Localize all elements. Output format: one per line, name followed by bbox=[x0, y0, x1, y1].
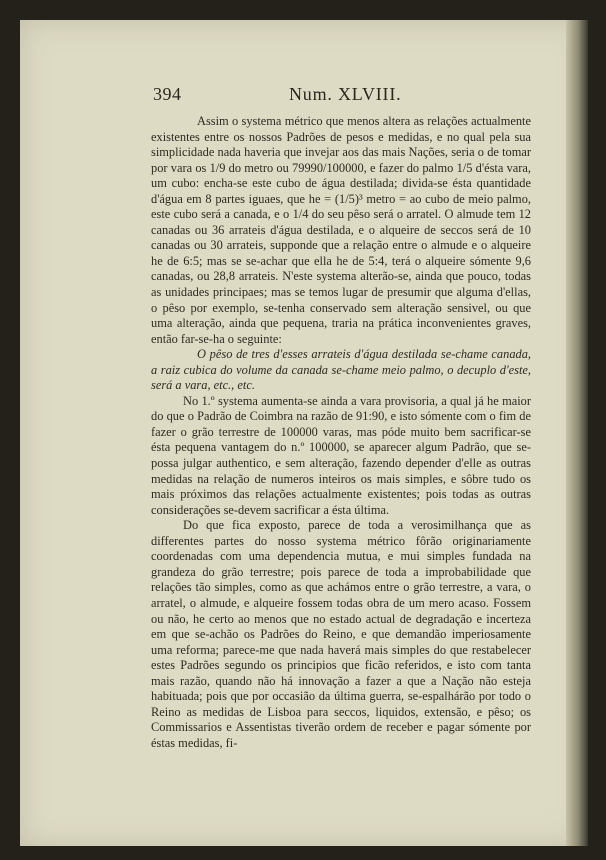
page-header bbox=[153, 84, 413, 108]
paragraph: Assim o systema métrico que menos altera as relações actualmente existentes entre os nossos Padrões de pesos e medidas, e no qual pela sua simplicidade nada haveria que invejar aos das mais Nações, seria o de tomar por vara os 1/9 do metro ou 79990/100000, e fazer do palmo 1/5 d'ésta vara, um cubo: encha-se este cubo de água destilada; divida-se ésta quantidade d'água em 8 partes iguaes, que he = (1/5)³ metro = ao cubo de meio palmo, este cubo será a canada, e o 1/4 do seu pêso será o arratel. O almude tem 12 canadas ou 36 arrateis d'água destilada, e o alqueire de seccos será de 10 canadas ou 30 arrateis, supponde que a relação entre o almude e o alqueire he de 6:5; mas se se-achar que ella he de 5:4, terá o alqueire sómente 9,6 canadas, ou 28,8 arrateis. N'este systema alterão-se, ainda que pouco, todas as unidades principaes; mas se temos lugar de presumir que alguma d'ellas, o pêso por exemplo, se-tenha conservado sem alteração sensivel, ou que uma alteração, ainda que pequena, traria na prática inconvenientes graves, então far-se-ha o seguinte: bbox=[151, 114, 531, 346]
body-text bbox=[151, 114, 531, 751]
paragraph: O pêso de tres d'esses arrateis d'água destilada se-chame canada, a raiz cubica do volume da canada se-chame meio palmo, o decuplo d'este, será a vara, etc., etc. bbox=[151, 347, 531, 393]
page-number: 394 bbox=[153, 84, 182, 104]
paragraph: Do que fica exposto, parece de toda a verosimilhança que as differentes partes do nosso systema métrico fôrão originariamente coordenadas com uma dependencia mutua, e mui simples fundada na grandeza do grão terrestre; pois parece de toda a improbabilidade que relações tão simples, como as que achámos entre o grão terrestre, a vara, o arratel, o almude, e alqueire fossem todas obra de um mero acaso. Fossem ou não, he certo ao menos que no estado actual de degradação e incerteza em que se-achão os Padrões do Reino, e que demandão imperiosamente uma reforma; parece-me que nada haverá mais simples do que restabelecer estes Padrões segundo os principios que ficão referidos, e isto com tanta mais razão, quando não há innovação a fazer a que a Nação não esteja habituada; pois que por occasião da última guerra, se-espalhárão por todo o Reino as medidas de Lisboa para seccos, liquidos, extensão, e pêso; os Commissarios e Assentistas tiverão ordem de receber e pagar sómente por éstas medidas, fi- bbox=[151, 518, 531, 750]
running-head: Num. XLVIII. bbox=[289, 84, 402, 104]
paragraph: No 1.º systema aumenta-se ainda a vara provisoria, a qual já he maior do que o Padrão de Coimbra na razão de 91:90, e isto sómente com o fim de fazer o grão terrestre de 100000 varas, mas póde muito bem sacrificar-se ésta pequena vantagem do n.º 100000, se aparecer algum Padrão, que se-possa julgar authentico, e sem alteração, fazendo depender d'elle as outras medidas na relação de numeros inteiros os mais simples, e sôbre tudo os mais próximos das relações actualmente existentes; pois todas as outras considerações se-devem sacrificar a ésta última. bbox=[151, 393, 531, 517]
book-spine bbox=[566, 20, 588, 846]
